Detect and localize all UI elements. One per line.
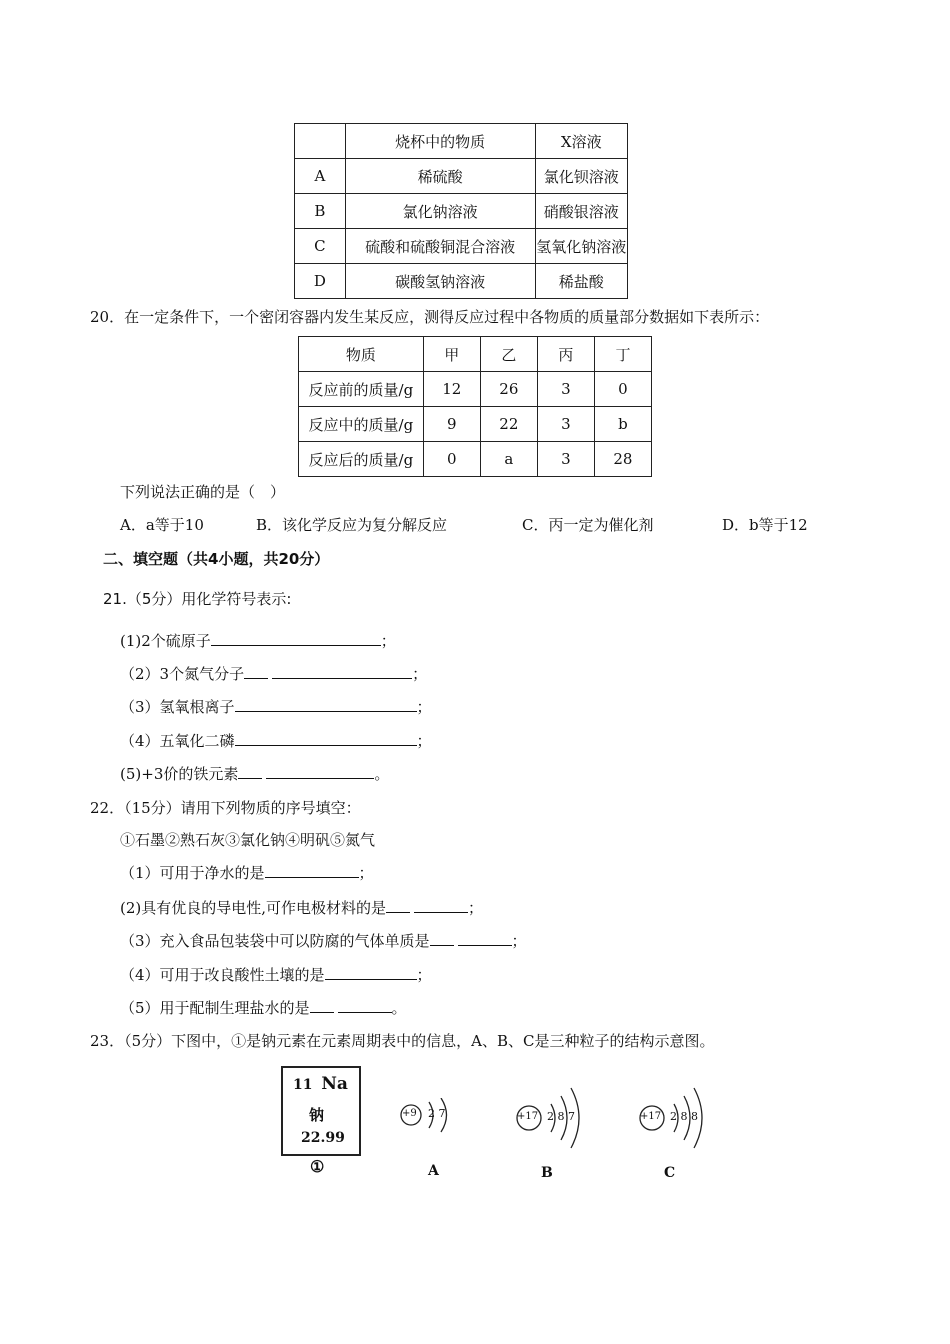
q22-item-3 — [120, 930, 527, 951]
table-cell: 9 — [423, 407, 480, 442]
element-symbol: Na — [321, 1074, 348, 1094]
option-a: A．a等于10 — [120, 516, 204, 534]
answer-blank[interactable] — [272, 664, 412, 679]
q22-item-2 — [120, 897, 483, 918]
q21-item-4 — [120, 730, 432, 751]
item-label: （3）充入食品包装袋中可以防腐的气体单质是 — [120, 932, 430, 950]
answer-blank[interactable] — [266, 764, 374, 779]
q22-item-1 — [120, 862, 374, 883]
item-end: ； — [511, 932, 527, 950]
table-header: 乙 — [480, 337, 537, 372]
question-20-prompt: 下列说法正确的是（ ） — [120, 483, 286, 501]
reagent-table — [294, 123, 628, 299]
table-header: 丙 — [537, 337, 594, 372]
answer-blank[interactable] — [235, 697, 417, 712]
table-cell: 反应中的质量/g — [299, 407, 424, 442]
table-cell: 氢氧化钠溶液 — [535, 229, 627, 264]
item-label: （1）可用于净水的是 — [120, 864, 265, 882]
table-cell: 硝酸银溶液 — [535, 194, 627, 229]
nucleus-charge: +9 — [402, 1108, 417, 1119]
particle-a-shells — [397, 1098, 467, 1148]
q22-item-5 — [120, 997, 407, 1018]
item-label: （5）用于配制生理盐水的是 — [120, 999, 310, 1017]
option-c: C．丙一定为催化剂 — [522, 516, 654, 534]
table-cell: 3 — [537, 372, 594, 407]
answer-blank[interactable] — [414, 898, 468, 913]
table-cell: C — [295, 229, 346, 264]
table-cell: 3 — [537, 407, 594, 442]
q21-item-1 — [120, 630, 396, 651]
item-label: (5)+3价的铁元素 — [120, 765, 239, 783]
table-cell: 氯化钡溶液 — [535, 159, 627, 194]
answer-blank[interactable] — [238, 764, 262, 779]
answer-blank[interactable] — [325, 965, 417, 980]
item-end: ； — [412, 665, 428, 683]
q22-item-4 — [120, 964, 432, 985]
atomic-number: 11 — [293, 1077, 313, 1093]
item-end: ； — [358, 864, 374, 882]
item-label: (1)2个硫原子 — [120, 632, 211, 650]
mass-table — [298, 336, 652, 477]
element-card — [281, 1066, 361, 1156]
electron-config: 2 7 — [428, 1107, 446, 1120]
q21-item-5 — [120, 763, 389, 784]
table-cell — [295, 124, 346, 159]
table-cell: 反应前的质量/g — [299, 372, 424, 407]
table-header: 物质 — [299, 337, 424, 372]
electron-config: 2 8 7 — [547, 1110, 575, 1123]
table-cell: 0 — [423, 442, 480, 477]
answer-blank[interactable] — [386, 898, 410, 913]
element-caption: ① — [310, 1157, 325, 1176]
question-20-stem: 20．在一定条件下，一个密闭容器内发生某反应，测得反应过程中各物质的质量部分数据如下表所示： — [90, 308, 770, 326]
table-cell: b — [594, 407, 651, 442]
table-header: 丁 — [594, 337, 651, 372]
table-cell: 碳酸氢钠溶液 — [345, 264, 535, 299]
item-end: ； — [416, 732, 432, 750]
table-cell: B — [295, 194, 346, 229]
table-cell: A — [295, 159, 346, 194]
item-label: (2)具有优良的导电性,可作电极材料的是 — [120, 899, 387, 917]
table-cell: a — [480, 442, 537, 477]
question-22-stem: 22．（15分）请用下列物质的序号填空： — [90, 799, 361, 817]
particle-b-caption: B — [541, 1165, 553, 1181]
option-d: D．b等于12 — [722, 516, 808, 534]
answer-blank[interactable] — [458, 931, 512, 946]
electron-config: 2 8 8 — [670, 1110, 698, 1123]
answer-blank[interactable] — [430, 931, 454, 946]
table-cell: 22 — [480, 407, 537, 442]
table-cell: 氯化钠溶液 — [345, 194, 535, 229]
item-end: ； — [416, 966, 432, 984]
option-b: B．该化学反应为复分解反应 — [256, 516, 448, 534]
table-header-beaker: 烧杯中的物质 — [345, 124, 535, 159]
item-end: ； — [380, 632, 396, 650]
atomic-mass: 22.99 — [301, 1130, 345, 1146]
particle-c-caption: C — [664, 1165, 676, 1181]
table-header-x-solution: X溶液 — [535, 124, 627, 159]
item-label: （3）氢氧根离子 — [120, 698, 235, 716]
table-cell: 3 — [537, 442, 594, 477]
table-cell: 硫酸和硫酸铜混合溶液 — [345, 229, 535, 264]
table-cell: 12 — [423, 372, 480, 407]
question-23-stem: 23．（5分）下图中，①是钠元素在元素周期表中的信息，A、B、C是三种粒子的结构示意图。 — [90, 1032, 715, 1050]
answer-blank[interactable] — [211, 631, 235, 646]
answer-blank[interactable] — [235, 731, 417, 746]
question-21-stem: 21.（5分）用化学符号表示: — [103, 590, 292, 608]
answer-blank[interactable] — [265, 863, 359, 878]
answer-blank[interactable] — [244, 664, 268, 679]
item-end: ； — [468, 899, 484, 917]
table-header: 甲 — [423, 337, 480, 372]
table-cell: 26 — [480, 372, 537, 407]
item-end: 。 — [374, 765, 390, 783]
table-cell: 28 — [594, 442, 651, 477]
table-cell: D — [295, 264, 346, 299]
nucleus-charge: +17 — [517, 1111, 539, 1122]
answer-blank[interactable] — [338, 998, 392, 1013]
item-label: （4）可用于改良酸性土壤的是 — [120, 966, 325, 984]
item-end: ； — [416, 698, 432, 716]
q21-item-2 — [120, 663, 427, 684]
item-label: （2）3个氮气分子 — [120, 665, 245, 683]
table-cell: 稀盐酸 — [535, 264, 627, 299]
table-cell: 反应后的质量/g — [299, 442, 424, 477]
question-22-choices: ①石墨②熟石灰③氯化钠④明矾⑤氮气 — [120, 831, 376, 849]
q21-item-3 — [120, 696, 432, 717]
item-label: （4）五氧化二磷 — [120, 732, 235, 750]
nucleus-charge: +17 — [640, 1111, 662, 1122]
answer-blank[interactable] — [310, 998, 334, 1013]
table-cell: 稀硫酸 — [345, 159, 535, 194]
section-title: 二、填空题（共4小题，共20分） — [103, 550, 330, 568]
table-cell: 0 — [594, 372, 651, 407]
item-end: 。 — [391, 999, 407, 1017]
answer-blank[interactable] — [235, 631, 381, 646]
element-name: 钠 — [309, 1106, 325, 1124]
particle-a-caption: A — [428, 1163, 439, 1179]
